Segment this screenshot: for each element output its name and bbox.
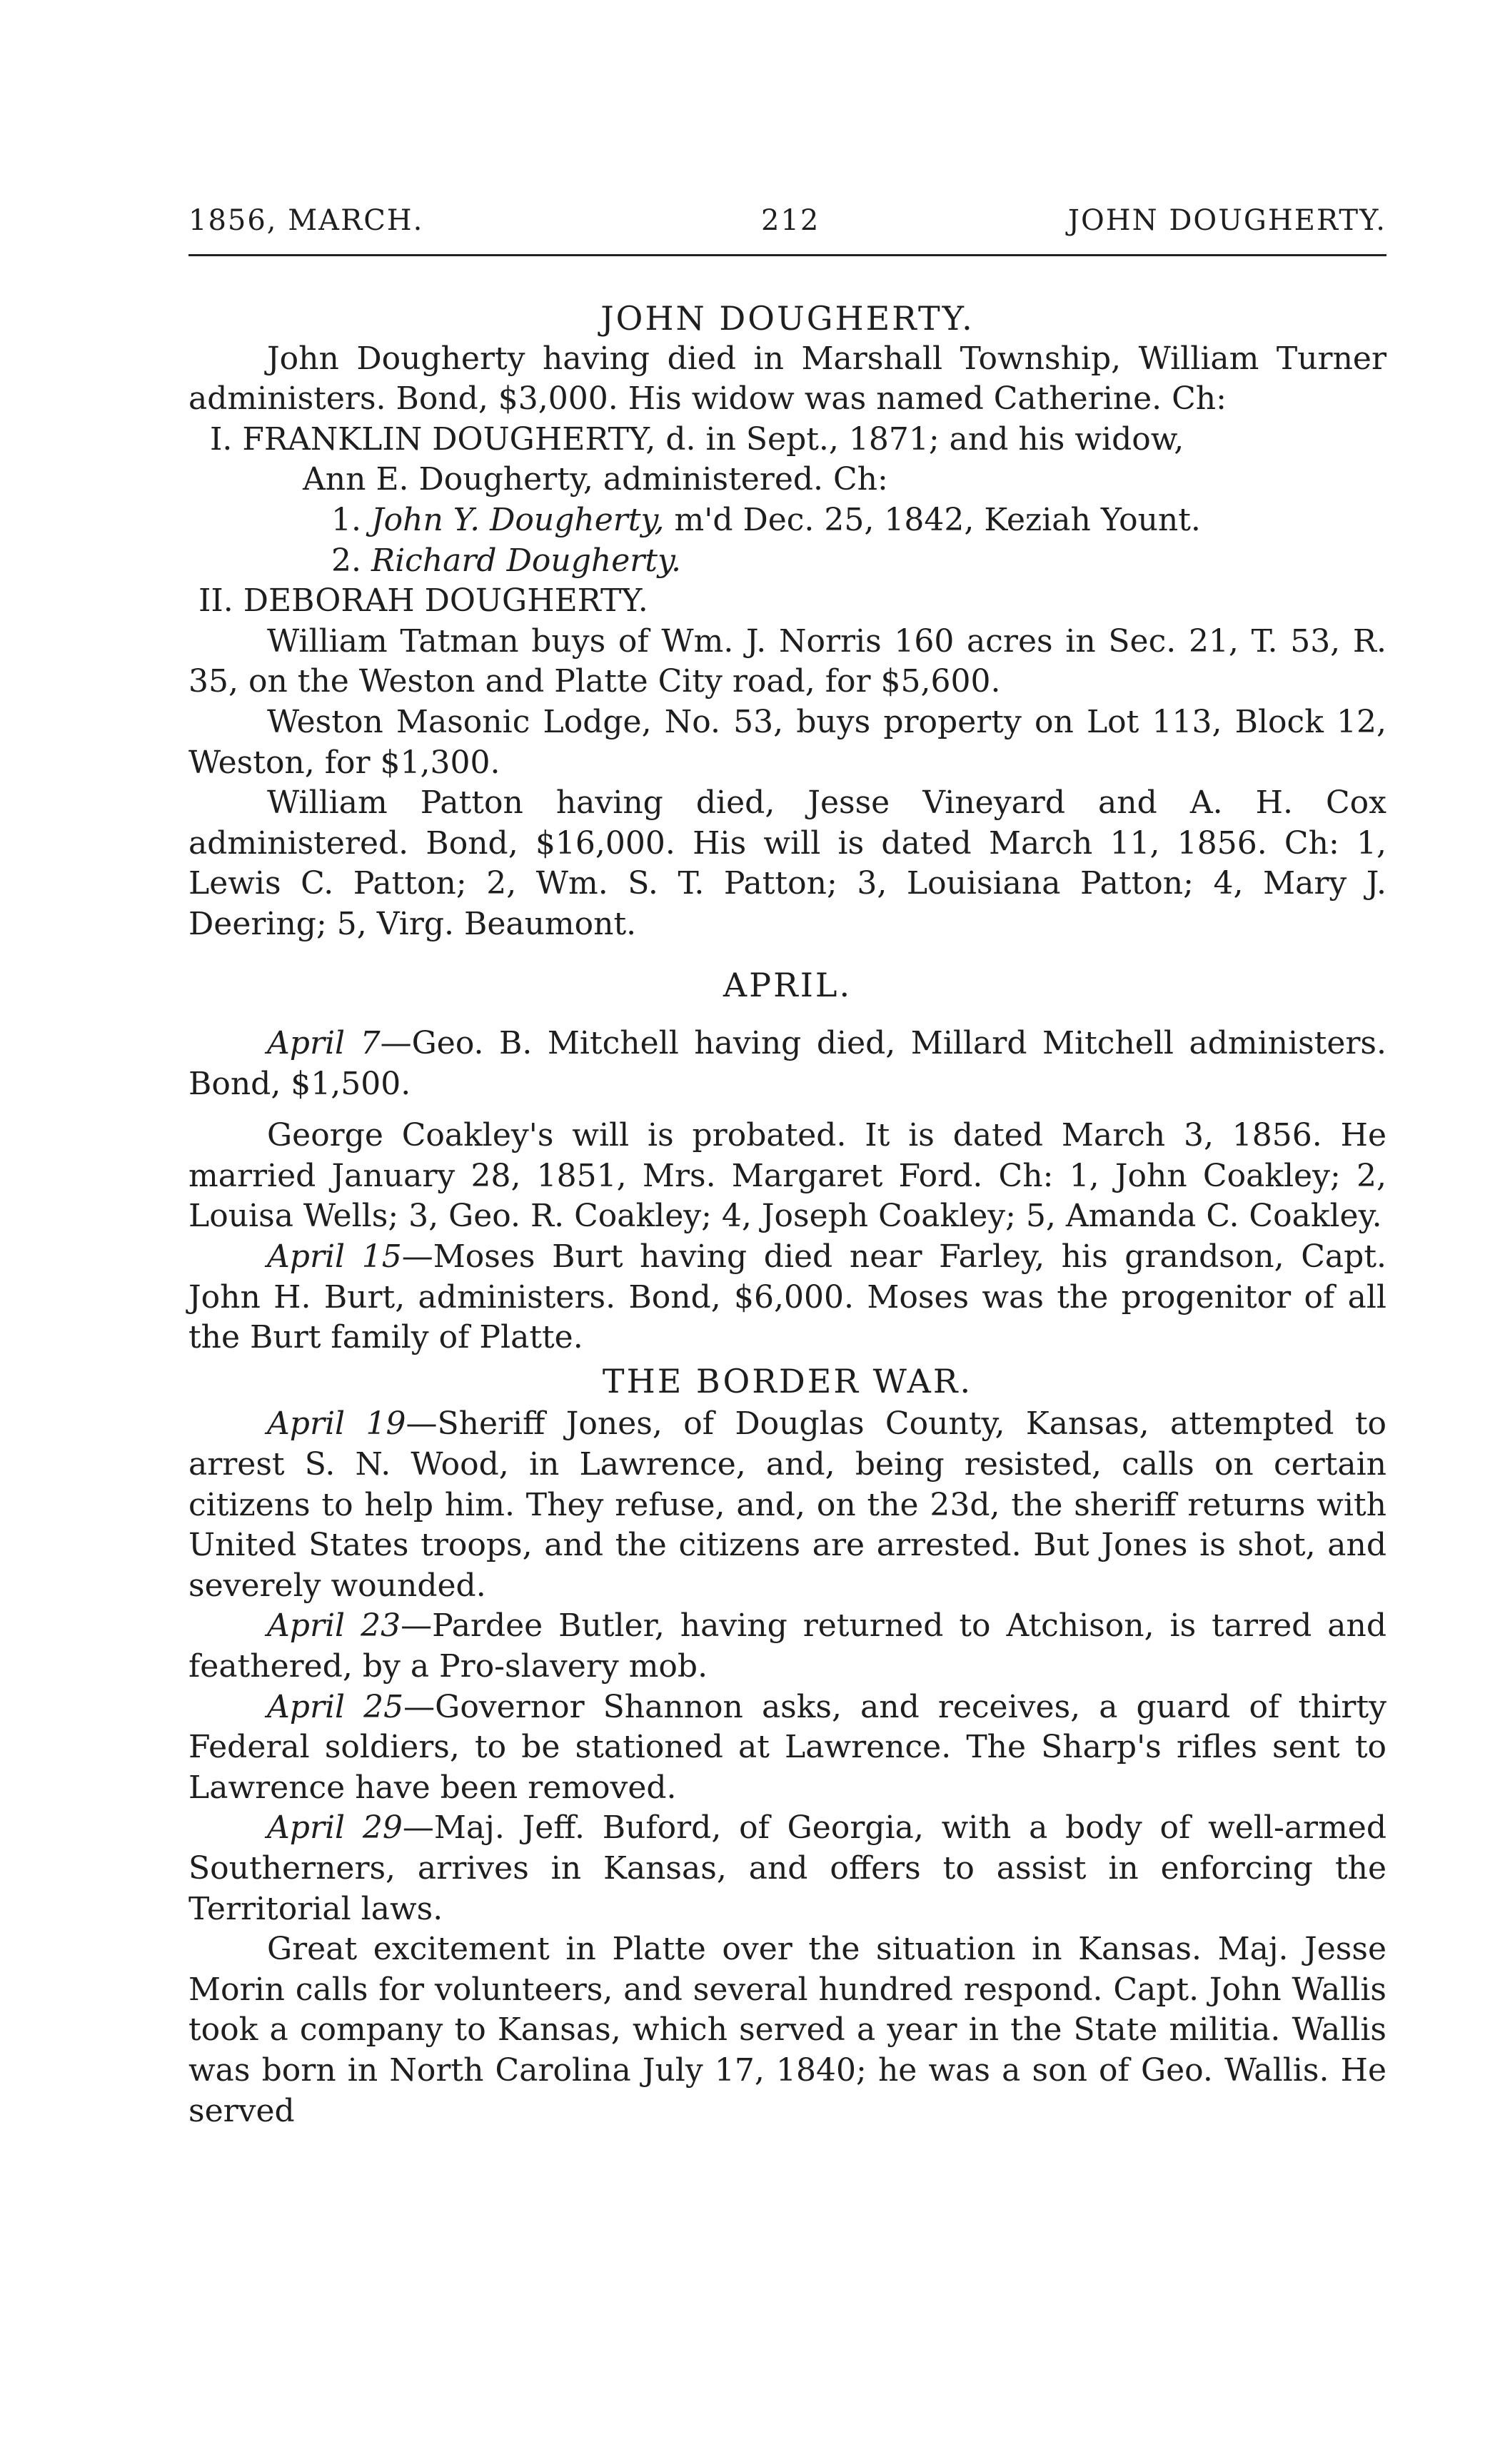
entry-text: —Moses Burt having died near Farley, his grandson, Capt. John H. Burt, administers. Bond, $6,000. Moses was the progenitor of all the Burt family of Platte. [188,1238,1386,1356]
paragraph-masonic-lodge: Weston Masonic Lodge, No. 53, buys property on Lot 113, Block 12, Weston, for $1,300. [188,703,1386,781]
entry-date: April 7 [267,1025,381,1062]
running-head [188,204,1386,247]
paragraph-april-25 [188,1687,1386,1809]
entry-date: April 23 [267,1607,401,1645]
entry-date: April 29 [267,1809,403,1847]
grandchild-entry-richard [188,541,1386,582]
section-heading-dougherty: JOHN DOUGHERTY. [600,299,975,338]
paragraph-patton: William Patton having died, Jesse Vineyard and A. H. Cox administered. Bond, $16,000. His will is dated March 11, 1856. Ch: 1, Lewis C. Patton; 2, Wm. S. T. Patton; 3, Louisiana Patton; 4, Mary J. Deering; 5, Virg. Beaumont. [188,784,1386,942]
grandchild-number: 1. [331,501,361,538]
entry-text: —Sheriff Jones, of Douglas County, Kansas, attempted to arrest S. N. Wood, in Lawrence, and, being resisted, calls on certain citizens to help him. They refuse, and, on the 23d, the sheriff returns with United States troops, and the citizens are arrested. But Jones is shot, and severely wounded. [188,1405,1386,1604]
header-rule [188,254,1386,256]
grandchild-name: John Y. Dougherty, [371,501,665,538]
entry-text: —Geo. B. Mitchell having died, Millard Mitchell administers. Bond, $1,500. [188,1025,1386,1102]
paragraph-dougherty-intro: John Dougherty having died in Marshall Township, William Turner administers. Bond, $3,000. His widow was named Catherine. Ch: [188,340,1386,418]
section-heading-border-war: THE BORDER WAR. [602,1361,973,1400]
running-head-title: JOHN DOUGHERTY. [1067,204,1386,237]
paragraph-april-29 [188,1808,1386,1929]
paragraph-excitement-platte: Great excitement in Platte over the situation in Kansas. Maj. Jesse Morin calls for volunteers, and several hundred respond. Capt. John Wallis took a company to Kansas, which served a year in the State militia. Wallis was born in North Carolina July 17, 1840; he was a son of Geo. Wallis. He served [188,1931,1386,2129]
paragraph-april-19 [188,1404,1386,1606]
paragraph-april-7 [188,1024,1386,1104]
entry-text: —Pardee Butler, having returned to Atchison, is tarred and feathered, by a Pro-slavery mob. [188,1607,1386,1685]
grandchild-name: Richard Dougherty. [371,542,681,579]
paragraph-april-23 [188,1606,1386,1687]
entry-text: —Governor Shannon asks, and receives, a guard of thirty Federal soldiers, to be stationed at Lawrence. The Sharp's rifles sent to Lawrence have been removed. [188,1688,1386,1806]
running-head-date: 1856, MARCH. [188,204,424,237]
page-body [188,298,1386,2131]
entry-date: April 19 [267,1405,406,1443]
entry-text: —Maj. Jeff. Buford, of Georgia, with a body of well-armed Southerners, arrives in Kansas, and offers to assist in enforcing the Territorial laws. [188,1809,1387,1927]
child-entry-deborah: II. DEBORAH DOUGHERTY. [198,582,648,620]
paragraph-coakley: George Coakley's will is probated. It is dated March 3, 1856. He married January 28, 1851, Mrs. Margaret Ford. Ch: 1, John Coakley; 2, Louisa Wells; 3, Geo. R. Coakley; 4, Joseph Coakley; 5, Amanda C. Coakley. [188,1117,1386,1235]
paragraph-tatman: William Tatman buys of Wm. J. Norris 160 acres in Sec. 21, T. 53, R. 35, on the Weston and Platte City road, for $5,600. [188,622,1386,700]
entry-date: April 25 [267,1688,404,1725]
child-entry-franklin-cont: Ann E. Dougherty, administered. Ch: [303,461,888,498]
grandchild-entry-john [188,500,1386,541]
page-number: 212 [761,204,820,237]
grandchild-details: m'd Dec. 25, 1842, Keziah Yount. [674,501,1201,538]
section-heading-april: APRIL. [723,965,852,1004]
paragraph-april-15 [188,1237,1386,1358]
child-entry-franklin: I. FRANKLIN DOUGHERTY, d. in Sept., 1871; and his widow, [210,420,1184,458]
grandchild-number: 2. [331,542,361,579]
entry-date: April 15 [267,1238,402,1276]
